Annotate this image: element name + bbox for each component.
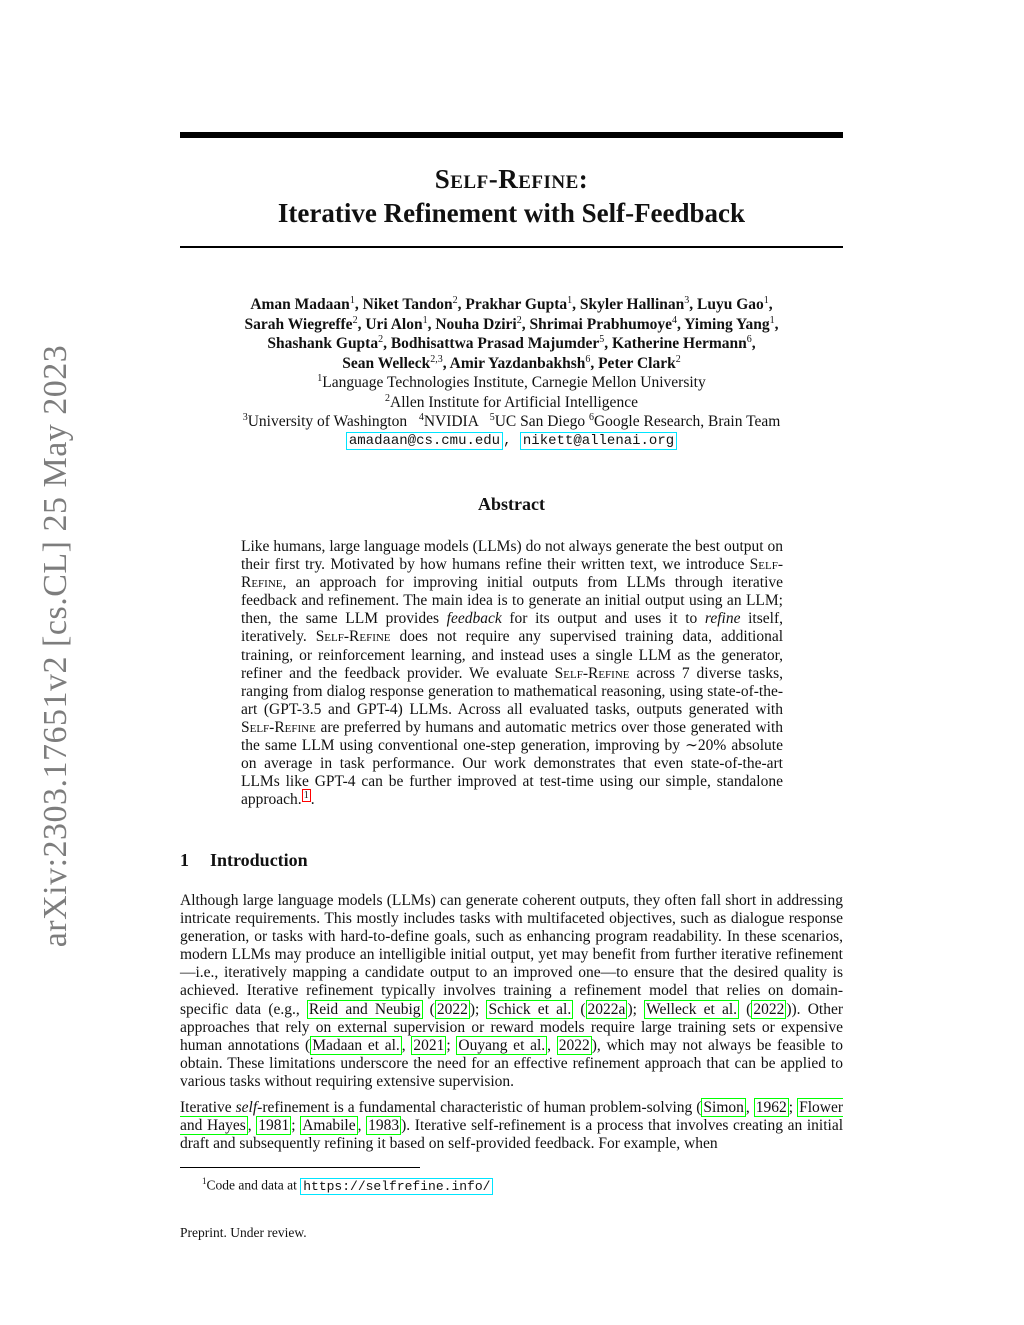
body-text: (: [573, 1000, 586, 1018]
arxiv-identifier-stamp[interactable]: arXiv:2303.17651v2 [cs.CL] 25 May 2023: [37, 344, 74, 948]
body-text: ,: [357, 1117, 367, 1135]
citation-link[interactable]: Ouyang et al.: [458, 1036, 546, 1054]
body-text: ), which may not always be feasible to obtain. These limitations underscore the need for an effective refinement approach that can be applied to various tasks without requiring extensive supervision.: [180, 1036, 844, 1090]
citation-link[interactable]: 1981: [258, 1117, 290, 1135]
method-name: Self-Refine: [241, 556, 783, 592]
body-text: ). Iterative self-refinement is a process that involves creating an initial draft and subsequently refining it based on self-provided feedback. For example, when: [180, 1117, 844, 1153]
abstract-emphasis: feedback: [446, 610, 502, 628]
affiliation-mark: 4: [418, 411, 424, 423]
affiliation-text: Language Technologies Institute, Carnegie Mellon University: [322, 374, 706, 391]
abstract-text: , an approach for improving initial outputs from LLMs through iterative feedback and refinement. The main idea is to generate an initial output using an LLM; then, the same LLM provides: [241, 574, 783, 628]
footnote-text: Code and data at: [206, 1177, 301, 1193]
abstract-text: itself, iteratively.: [241, 610, 783, 646]
affiliation-text: Allen Institute for Artificial Intelligence: [390, 393, 638, 411]
affiliation-line-3: [180, 412, 843, 432]
affiliation-mark: 2: [385, 392, 391, 404]
author-line-3: Shashank Gupta$^2$, Bodhisattwa Prasad Majumder$^5$, Katherine Hermann$^6$,: [267, 333, 756, 352]
citation-link[interactable]: Amabile: [302, 1117, 356, 1135]
citation-link[interactable]: Welleck et al.: [646, 1000, 738, 1018]
citation-link[interactable]: 1962: [755, 1099, 787, 1117]
author-affiliation-mark: 1: [769, 314, 775, 326]
title-bottom-rule: [180, 246, 843, 248]
title-line-2: Iterative Refinement with Self-Feedback: [277, 198, 746, 228]
body-text: ;: [446, 1036, 457, 1054]
section-heading-introduction: [180, 850, 843, 871]
footnote-link[interactable]: 1: [303, 790, 309, 802]
citation-link[interactable]: Reid and Neubig: [308, 1000, 421, 1018]
author-name: Nouha Dziri: [435, 315, 517, 333]
citation-link[interactable]: 2022: [558, 1036, 590, 1054]
author-line-1: Aman Madaan$^1$, Niket Tandon$^2$, Prakhar Gupta$^1$, Skyler Hallinan$^3$, Luyu Gao$^1$,: [250, 294, 773, 313]
abstract-text: for its output and uses it to: [501, 610, 705, 628]
body-text: );: [469, 1000, 487, 1018]
author-name: Prakhar Gupta: [465, 296, 568, 313]
intro-paragraph-1: [180, 892, 843, 1091]
author-affiliation-mark: 6: [746, 333, 752, 345]
intro-paragraph-2: [180, 1099, 843, 1153]
footnote-rule: [180, 1167, 420, 1168]
affiliation-line-1: [180, 373, 843, 393]
body-text: -refinement is a fundamental characteristic of human problem-solving (: [257, 1099, 702, 1117]
citation-link[interactable]: Schick et al.: [488, 1000, 572, 1018]
author-name: Sarah Wiegreffe: [244, 315, 353, 333]
author-affiliation-mark: 2: [352, 314, 358, 326]
author-affiliation-mark: 2,3: [430, 353, 443, 365]
section-number: 1: [180, 850, 189, 870]
citation-link[interactable]: 2022: [436, 1000, 468, 1018]
email-separator: ,: [503, 432, 512, 449]
author-name: Shrimai Prabhumoye: [529, 315, 672, 333]
body-text: (: [422, 1000, 435, 1018]
author-name: Peter Clark: [598, 354, 676, 372]
email-link-tandon[interactable]: nikett@allenai.org: [520, 432, 677, 450]
body-text: ,: [547, 1036, 557, 1054]
author-affiliation-mark: 2: [452, 294, 458, 306]
author-affiliation-mark: 1: [567, 294, 573, 306]
abstract-text: Like humans, large language models (LLMs) do not always generate the best output on their first try. Motivated by how humans refine their written text, we introduce: [241, 538, 783, 574]
body-text: Although large language models (LLMs) can generate coherent outputs, they often fall short in addressing intricate requirements. This mostly includes tasks with multifaceted objectives, such as dialogue response generation, or tasks with hard-to-define goals, such as enhancing program readability. In these scenarios, modern LLMs may produce an intelligible initial output, yet may benefit from further iterative refinement—i.e., iteratively mapping a candidate output to an improved one—to ensure that the desired quality is achieved. Iterative refinement typically involves training a refinement model that relies on domain-specific data (e.g.,: [180, 892, 843, 1018]
abstract-text: across 7 diverse tasks, ranging from dialog response generation to mathematical reasoning, using state-of-the-art (GPT-3.5 and GPT-4) LLMs. Across all evaluated tasks, outputs generated with: [241, 664, 783, 718]
body-text: ,: [745, 1099, 754, 1117]
title-top-rule: [180, 132, 843, 138]
paper-title: [180, 162, 843, 230]
footnote-url-link[interactable]: https://selfrefine.info/: [300, 1178, 493, 1195]
email-link-madaan[interactable]: amadaan@cs.cmu.edu: [346, 432, 503, 450]
author-affiliation-mark: 6: [585, 353, 591, 365]
author-affiliation-mark: 2: [516, 314, 522, 326]
author-name: Sean Welleck: [342, 354, 431, 372]
citation-link[interactable]: Madaan et al.: [312, 1036, 400, 1054]
method-name: Self-Refine: [315, 628, 391, 646]
body-text: ,: [401, 1036, 412, 1054]
body-text: (: [739, 1000, 752, 1018]
author-affiliation-mark: 1: [763, 294, 769, 306]
affiliation-text: UC San Diego: [494, 413, 586, 430]
affiliation-mark: 5: [489, 411, 495, 423]
section-title: Introduction: [210, 850, 308, 870]
body-text: Iterative: [180, 1099, 236, 1117]
author-name: Aman Madaan: [250, 296, 350, 313]
affiliation-mark: 1: [317, 372, 323, 384]
body-emphasis: self: [235, 1099, 258, 1117]
author-name: Skyler Hallinan: [579, 296, 685, 313]
author-name: Bodhisattwa Prasad Majumder: [390, 335, 600, 352]
footnote: [180, 1173, 843, 1195]
footnote-number: 1: [202, 1176, 207, 1186]
author-affiliation-mark: 2: [378, 333, 384, 345]
email-line: [180, 432, 843, 452]
author-block: [180, 295, 843, 451]
affiliation-text: University of Washington: [247, 413, 408, 430]
author-affiliation-mark: 1: [349, 294, 355, 306]
method-name: Self-Refine: [241, 718, 316, 736]
body-text: ,: [247, 1117, 257, 1135]
citation-link[interactable]: 2022: [753, 1000, 785, 1018]
method-name: Self-Refine: [554, 664, 630, 682]
author-affiliation-mark: 5: [599, 333, 605, 345]
affiliation-mark: 6: [588, 411, 594, 423]
abstract-text: does not require any supervised training data, additional training, or reinforcement learning, and instead uses a single LLM as the generator, refiner and the feedback provider. We evaluate: [241, 628, 784, 682]
affiliation-text: Google Research, Brain Team: [593, 413, 781, 430]
affiliation-text: NVIDIA: [423, 413, 479, 430]
author-name: Shashank Gupta: [267, 335, 379, 352]
author-name: Amir Yazdanbakhsh: [449, 354, 586, 372]
abstract-paragraph: [241, 538, 783, 809]
author-name: Yiming Yang: [684, 315, 770, 333]
citation-link[interactable]: 2022a: [587, 1000, 626, 1018]
author-affiliation-mark: 1: [422, 314, 428, 326]
author-affiliation-mark: 2: [675, 353, 681, 365]
citation-link[interactable]: Flower and Hayes: [180, 1099, 844, 1135]
author-line-2: Sarah Wiegreffe$^2$, Uri Alon$^1$, Nouha Dziri$^2$, Shrimai Prabhumoye$^4$, Yiming Yang$^1$,: [244, 314, 779, 333]
abstract-emphasis: refine: [704, 610, 741, 628]
abstract-text: are preferred by humans and automatic metrics over those generated with the same LLM using conventional one-step generation, improving by ∼20% absolute on average in task performance. Our work demonstrates that even state-of-the-art LLMs like GPT-4 can be further improved at test-time using our simple, standalone approach.: [241, 718, 783, 809]
author-name: Katherine Hermann: [611, 335, 747, 352]
abstract-heading: Abstract: [478, 494, 545, 514]
affiliation-line-2: [180, 393, 843, 413]
body-text: ;: [291, 1117, 301, 1135]
body-text: )). Other approaches that rely on external supervision or reward models require large training sets or expensive human annotations (: [180, 1000, 843, 1054]
citation-link[interactable]: Simon: [703, 1099, 744, 1117]
author-line-4: Sean Welleck$^{2,3}$, Amir Yazdanbakhsh$^6$, Peter Clark$^2$: [342, 353, 681, 372]
author-name: Uri Alon: [365, 315, 423, 333]
affiliation-mark: 3: [242, 411, 248, 423]
title-line-1: Self-Refine:: [434, 164, 589, 194]
introduction-body: [180, 892, 843, 1161]
author-name: Niket Tandon: [362, 296, 453, 313]
author-affiliation-mark: 4: [672, 314, 677, 326]
abstract-body: [241, 538, 783, 809]
citation-link[interactable]: 2021: [413, 1036, 445, 1054]
abstract-text: .: [310, 791, 315, 809]
author-name: Luyu Gao: [697, 296, 764, 313]
citation-link[interactable]: 1983: [368, 1117, 400, 1135]
body-text: );: [627, 1000, 645, 1018]
body-text: ;: [788, 1099, 798, 1117]
author-affiliation-mark: 3: [684, 294, 690, 306]
preprint-notice: Preprint. Under review.: [180, 1225, 307, 1240]
